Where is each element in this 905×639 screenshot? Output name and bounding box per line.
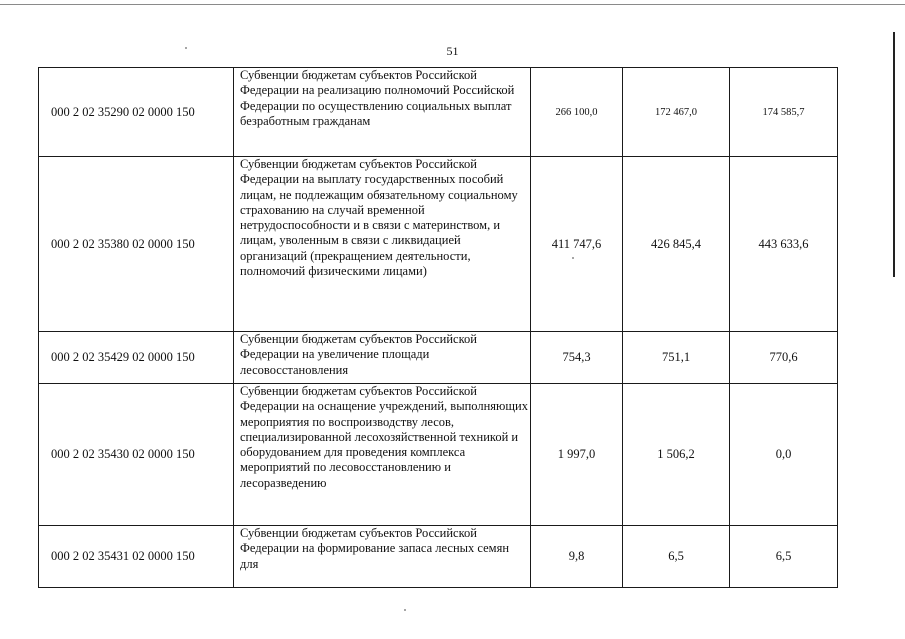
amount-year-1: 9,8 bbox=[531, 526, 623, 588]
description-text: Субвенции бюджетам субъектов Российской Федерации на увеличение площади лесовосстановления bbox=[240, 332, 477, 377]
description bbox=[234, 526, 531, 588]
amount-year-1: 266 100,0 bbox=[531, 68, 623, 157]
amount-year-1: 754,3 bbox=[531, 332, 623, 384]
budget-code: 000 2 02 35290 02 0000 150 bbox=[39, 68, 234, 157]
amount-year-3: 443 633,6 bbox=[730, 157, 838, 332]
budget-table bbox=[38, 67, 838, 588]
description bbox=[234, 332, 531, 384]
amount-year-2: 1 506,2 bbox=[623, 384, 730, 526]
description bbox=[234, 68, 531, 157]
table-row bbox=[39, 68, 838, 157]
page-number: 51 bbox=[446, 44, 459, 58]
description-text: Субвенции бюджетам субъектов Российской Федерации на выплату государственных пособий лицам, не подлежащим обязательному социальному страхованию на случай временной нетрудоспособности и в связи с материнством, и лицам, уволенным в связи с ликвидацией организаций (прекращением деятельности, полномочий физическими лицами) bbox=[240, 157, 518, 279]
amount-year-3: 770,6 bbox=[730, 332, 838, 384]
description-text: Субвенции бюджетам субъектов Российской Федерации на оснащение учреждений, выполняющих мероприятия по воспроизводству лесов, специализированной лесохозяйственной техникой и оборудованием для проведения комплекса мероприятий по лесовосстановлению и лесоразведению bbox=[240, 384, 528, 490]
table-row bbox=[39, 157, 838, 332]
amount-year-2: 172 467,0 bbox=[623, 68, 730, 157]
table-row bbox=[39, 384, 838, 526]
description-text: Субвенции бюджетам субъектов Российской Федерации на формирование запаса лесных семян для bbox=[240, 526, 510, 571]
budget-code: 000 2 02 35430 02 0000 150 bbox=[39, 384, 234, 526]
amount-year-2: 6,5 bbox=[623, 526, 730, 588]
table-row bbox=[39, 332, 838, 384]
description bbox=[234, 157, 531, 332]
budget-code: 000 2 02 35431 02 0000 150 bbox=[39, 526, 234, 588]
description bbox=[234, 384, 531, 526]
table-row bbox=[39, 526, 838, 588]
amount-year-2: 426 845,4 bbox=[623, 157, 730, 332]
amount-year-3: 6,5 bbox=[730, 526, 838, 588]
amount-year-3: 0,0 bbox=[730, 384, 838, 526]
budget-code: 000 2 02 35380 02 0000 150 bbox=[39, 157, 234, 332]
amount-year-3: 174 585,7 bbox=[730, 68, 838, 157]
amount-year-1: 411 747,6 bbox=[531, 157, 623, 332]
budget-code: 000 2 02 35429 02 0000 150 bbox=[39, 332, 234, 384]
amount-year-2: 751,1 bbox=[623, 332, 730, 384]
amount-year-1: 1 997,0 bbox=[531, 384, 623, 526]
scan-edge-right bbox=[893, 32, 895, 277]
scan-edge-top bbox=[0, 4, 905, 5]
description-text: Субвенции бюджетам субъектов Российской Федерации на реализацию полномочий Российской Федерации по осуществлению социальных выплат безработным гражданам bbox=[240, 68, 515, 128]
scan-speck bbox=[404, 609, 406, 611]
